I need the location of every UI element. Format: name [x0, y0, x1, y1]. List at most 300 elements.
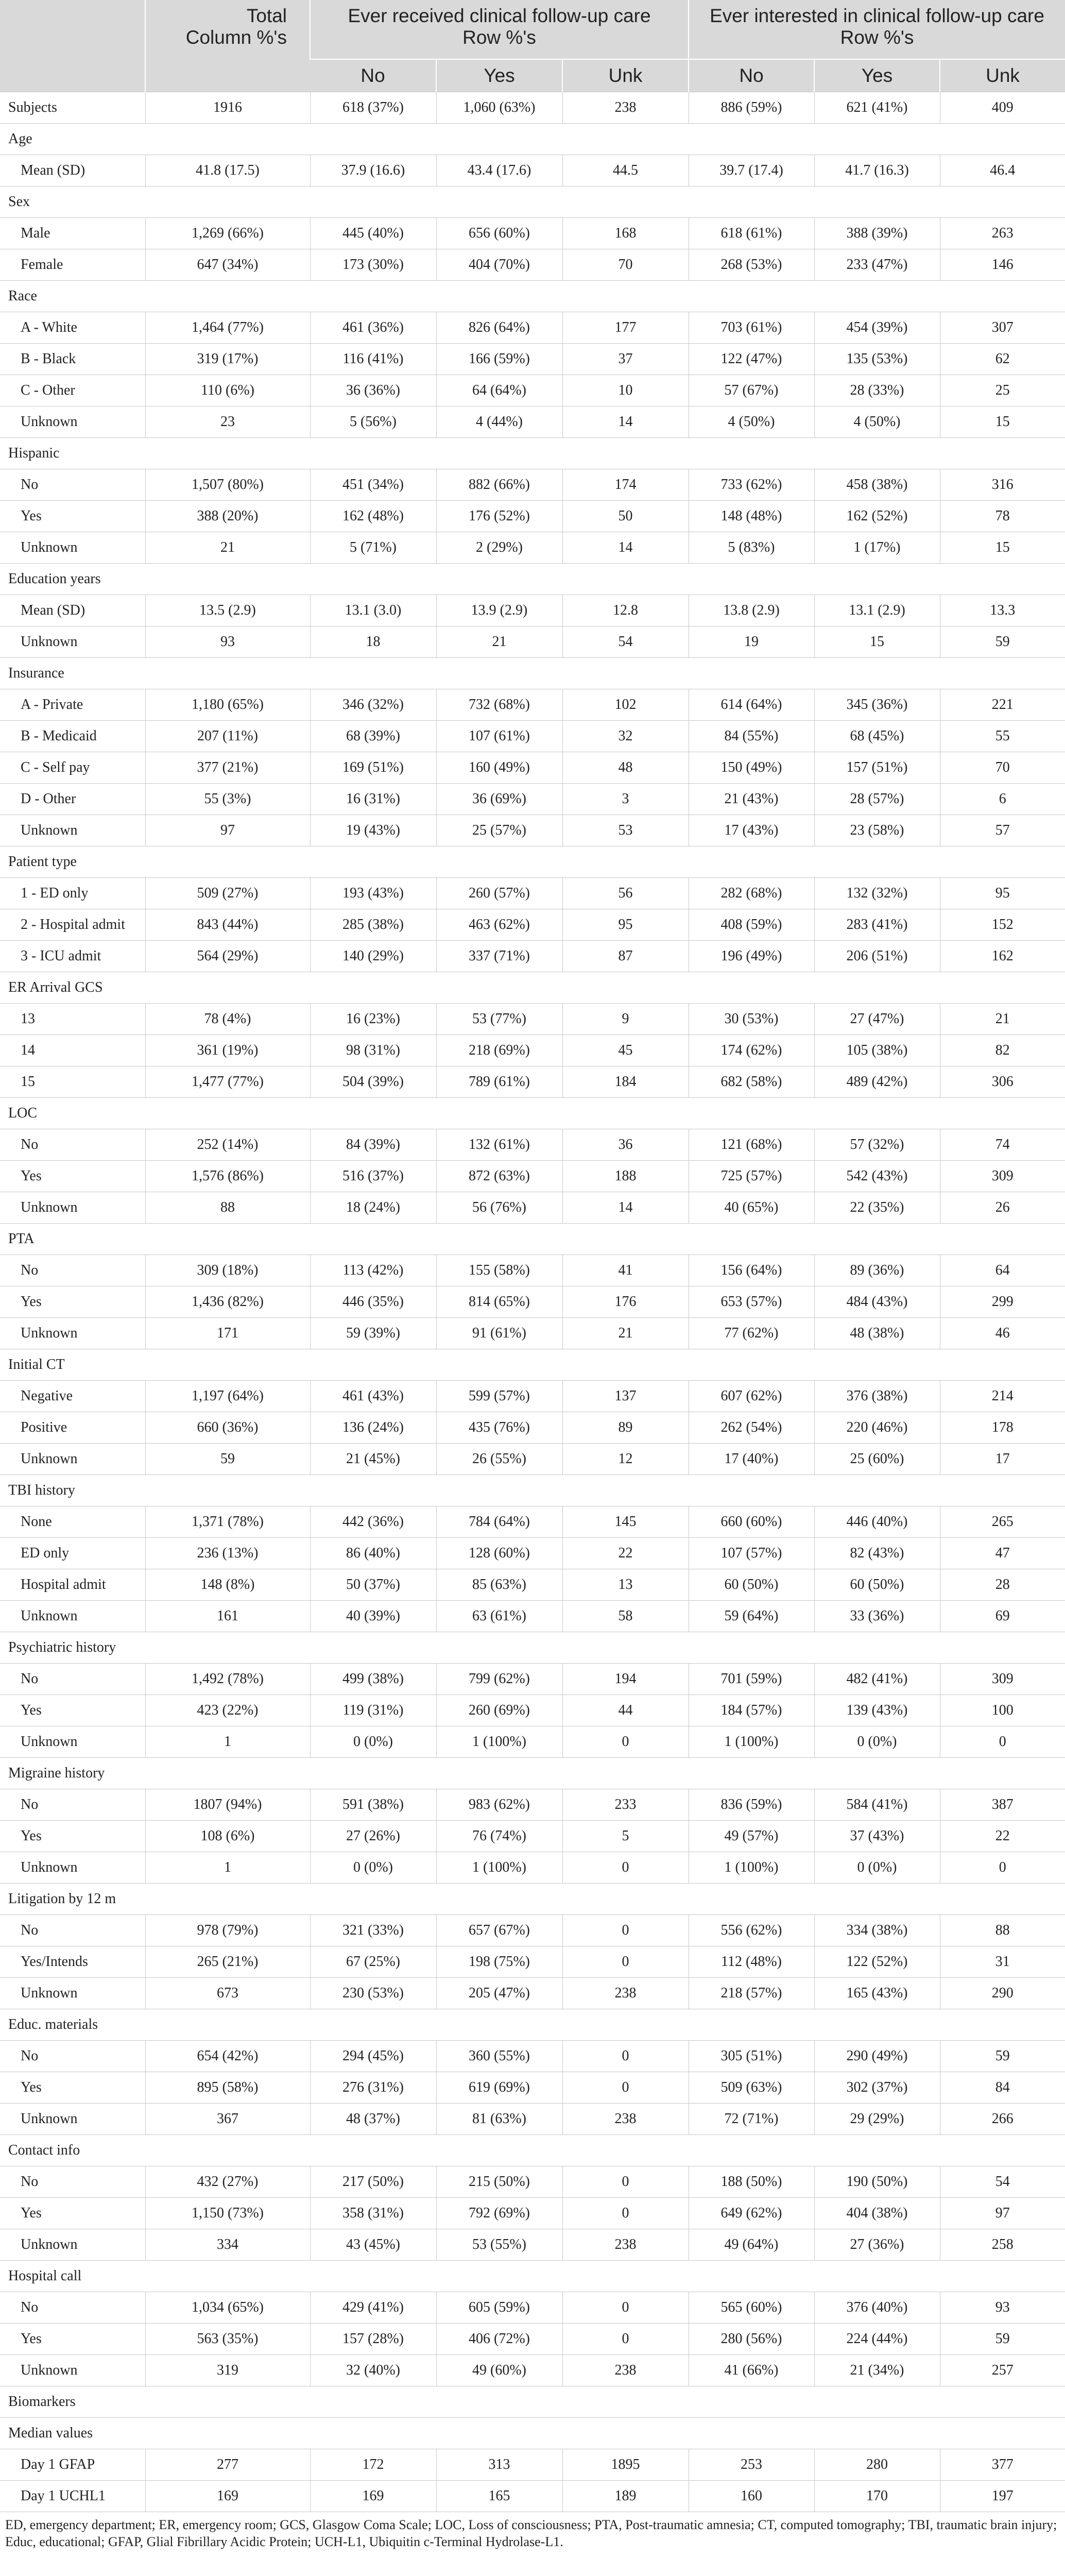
section-label: TBI history — [0, 1475, 1065, 1506]
table-cell: 152 — [940, 909, 1065, 941]
table-cell: 40 (39%) — [310, 1601, 436, 1632]
table-cell: 41 — [562, 1255, 689, 1286]
table-cell: 276 (31%) — [310, 2072, 436, 2104]
table-cell: 5 (71%) — [310, 532, 436, 564]
table-cell: 886 (59%) — [689, 92, 814, 124]
table-cell: 621 (41%) — [814, 92, 940, 124]
table-cell: 188 — [562, 1161, 689, 1192]
table-cell: 74 — [940, 1129, 1065, 1161]
header-received-yes: Yes — [436, 59, 562, 92]
header-total — [145, 0, 310, 92]
table-cell: 814 (65%) — [436, 1286, 562, 1318]
table-row — [0, 909, 1065, 941]
table-cell: 23 (58%) — [814, 815, 940, 846]
section-label: Sex — [0, 187, 1065, 218]
table-cell: 166 (59%) — [436, 344, 562, 375]
section-label: Educ. materials — [0, 2009, 1065, 2041]
table-row — [0, 469, 1065, 501]
table-cell: 29 (29%) — [814, 2104, 940, 2135]
table-cell: 1 — [145, 1852, 310, 1884]
table-cell: 56 — [562, 878, 689, 909]
row-label: Unknown — [0, 815, 145, 846]
table-cell: 307 — [940, 312, 1065, 344]
row-label: A - White — [0, 312, 145, 344]
table-cell: 406 (72%) — [436, 2324, 562, 2355]
table-cell: 799 (62%) — [436, 1664, 562, 1695]
table-cell: 238 — [562, 1978, 689, 2009]
table-cell: 265 (21%) — [145, 1946, 310, 1978]
table-cell: 282 (68%) — [689, 878, 814, 909]
table-cell: 37 — [562, 344, 689, 375]
row-label: 15 — [0, 1066, 145, 1098]
table-cell: 432 (27%) — [145, 2166, 310, 2198]
table-row — [0, 1569, 1065, 1601]
table-cell: 19 (43%) — [310, 815, 436, 846]
table-cell: 319 — [145, 2355, 310, 2386]
header-total-label: Total Column %'s — [185, 5, 287, 48]
table-cell: 27 (26%) — [310, 1821, 436, 1852]
table-row — [0, 1852, 1065, 1884]
table-cell: 17 (40%) — [689, 1444, 814, 1475]
section-label: Hospital call — [0, 2261, 1065, 2292]
table-cell: 556 (62%) — [689, 1915, 814, 1946]
table-row — [0, 2229, 1065, 2261]
table-row — [0, 1664, 1065, 1695]
table-cell: 789 (61%) — [436, 1066, 562, 1098]
table-cell: 140 (29%) — [310, 941, 436, 972]
table-cell: 55 — [940, 721, 1065, 752]
table-cell: 1,060 (63%) — [436, 92, 562, 124]
table-cell: 1,269 (66%) — [145, 218, 310, 249]
table-cell: 46 — [940, 1318, 1065, 1349]
table-cell: 98 (31%) — [310, 1035, 436, 1066]
row-label: Unknown — [0, 1726, 145, 1758]
header-received-unk: Unk — [562, 59, 689, 92]
table-cell: 404 (70%) — [436, 249, 562, 281]
table-cell: 100 — [940, 1695, 1065, 1726]
table-cell: 156 (64%) — [689, 1255, 814, 1286]
table-cell: 41 (66%) — [689, 2355, 814, 2386]
table-cell: 28 (33%) — [814, 375, 940, 406]
row-label: Mean (SD) — [0, 595, 145, 626]
table-row — [0, 689, 1065, 721]
table-cell: 122 (47%) — [689, 344, 814, 375]
table-cell: 48 (37%) — [310, 2104, 436, 2135]
table-row — [0, 784, 1065, 815]
table-cell: 983 (62%) — [436, 1789, 562, 1821]
row-label: Unknown — [0, 2104, 145, 2135]
table-row — [0, 406, 1065, 438]
table-cell: 13.1 (3.0) — [310, 595, 436, 626]
table-cell: 55 (3%) — [145, 784, 310, 815]
header-ever-received-label: Ever received clinical follow-up care Row %'s — [348, 5, 651, 48]
table-cell: 28 — [940, 1569, 1065, 1601]
row-label: Unknown — [0, 532, 145, 564]
table-cell: 461 (43%) — [310, 1381, 436, 1412]
table-cell: 451 (34%) — [310, 469, 436, 501]
table-cell: 214 — [940, 1381, 1065, 1412]
section-label: LOC — [0, 1098, 1065, 1129]
table-cell: 1916 — [145, 92, 310, 124]
table-cell: 53 — [562, 815, 689, 846]
table-cell: 238 — [562, 92, 689, 124]
row-label: B - Black — [0, 344, 145, 375]
section-row — [0, 1632, 1065, 1664]
table-row — [0, 1821, 1065, 1852]
table-cell: 224 (44%) — [814, 2324, 940, 2355]
section-row — [0, 1224, 1065, 1255]
table-cell: 660 (60%) — [689, 1506, 814, 1538]
row-label: No — [0, 1255, 145, 1286]
table-cell: 53 (77%) — [436, 1004, 562, 1035]
header-ever-received — [310, 0, 689, 59]
table-cell: 146 — [940, 249, 1065, 281]
table-cell: 45 — [562, 1035, 689, 1066]
table-cell: 233 — [562, 1789, 689, 1821]
table-footnote: ED, emergency department; ER, emergency room; GCS, Glasgow Coma Scale; LOC, Loss of consciousness; PTA, Post-traumatic amnesia; CT, computed tomography; TBI, traumatic brain injury; Educ, educational; GFAP, Glial Fibrillary Acidic Protein; UCH-L1, Ubiquitin c-Terminal Hydrolase-L1. — [5, 2517, 1057, 2549]
table-cell: 22 — [562, 1538, 689, 1569]
table-cell: 656 (60%) — [436, 218, 562, 249]
table-cell: 189 — [562, 2481, 689, 2512]
table-cell: 0 (0%) — [310, 1852, 436, 1884]
table-cell: 0 (0%) — [310, 1726, 436, 1758]
table-cell: 299 — [940, 1286, 1065, 1318]
table-cell: 978 (79%) — [145, 1915, 310, 1946]
table-cell: 113 (42%) — [310, 1255, 436, 1286]
row-label: None — [0, 1506, 145, 1538]
table-cell: 44.5 — [562, 155, 689, 187]
table-cell: 110 (6%) — [145, 375, 310, 406]
table-cell: 119 (31%) — [310, 1695, 436, 1726]
table-cell: 184 (57%) — [689, 1695, 814, 1726]
table-cell: 1 (17%) — [814, 532, 940, 564]
table-cell: 50 (37%) — [310, 1569, 436, 1601]
table-cell: 84 — [940, 2072, 1065, 2104]
table-cell: 59 — [145, 1444, 310, 1475]
table-cell: 21 (45%) — [310, 1444, 436, 1475]
table-row — [0, 375, 1065, 406]
table-row — [0, 815, 1065, 846]
table-cell: 454 (39%) — [814, 312, 940, 344]
row-label: No — [0, 469, 145, 501]
table-cell: 196 (49%) — [689, 941, 814, 972]
row-label: Yes — [0, 1161, 145, 1192]
table-cell: 836 (59%) — [689, 1789, 814, 1821]
table-row — [0, 2449, 1065, 2481]
table-cell: 160 — [689, 2481, 814, 2512]
table-cell: 13.8 (2.9) — [689, 595, 814, 626]
table-cell: 64 (64%) — [436, 375, 562, 406]
table-cell: 37 (43%) — [814, 1821, 940, 1852]
table-cell: 316 — [940, 469, 1065, 501]
table-cell: 388 (39%) — [814, 218, 940, 249]
table-cell: 334 — [145, 2229, 310, 2261]
table-cell: 584 (41%) — [814, 1789, 940, 1821]
table-row — [0, 532, 1065, 564]
table-cell: 13.5 (2.9) — [145, 595, 310, 626]
table-cell: 1,477 (77%) — [145, 1066, 310, 1098]
table-cell: 482 (41%) — [814, 1664, 940, 1695]
table-cell: 309 — [940, 1664, 1065, 1695]
table-cell: 253 — [689, 2449, 814, 2481]
table-cell: 97 — [940, 2198, 1065, 2229]
row-label: No — [0, 1129, 145, 1161]
table-cell: 0 — [562, 1726, 689, 1758]
section-row — [0, 1758, 1065, 1789]
table-cell: 657 (67%) — [436, 1915, 562, 1946]
table-cell: 177 — [562, 312, 689, 344]
row-label: No — [0, 2166, 145, 2198]
table-cell: 4 (50%) — [689, 406, 814, 438]
section-label: Median values — [0, 2418, 1065, 2449]
section-label: Hispanic — [0, 438, 1065, 469]
table-cell: 872 (63%) — [436, 1161, 562, 1192]
section-row — [0, 2418, 1065, 2449]
table-cell: 30 (53%) — [689, 1004, 814, 1035]
table-cell: 321 (33%) — [310, 1915, 436, 1946]
table-cell: 21 (34%) — [814, 2355, 940, 2386]
table-cell: 1 — [145, 1726, 310, 1758]
table-cell: 682 (58%) — [689, 1066, 814, 1098]
table-cell: 619 (69%) — [436, 2072, 562, 2104]
row-label: A - Private — [0, 689, 145, 721]
table-cell: 13 — [562, 1569, 689, 1601]
table-cell: 262 (54%) — [689, 1412, 814, 1444]
table-cell: 13.3 — [940, 595, 1065, 626]
table-cell: 168 — [562, 218, 689, 249]
table-cell: 21 — [940, 1004, 1065, 1035]
table-cell: 0 — [940, 1726, 1065, 1758]
table-cell: 1 (100%) — [689, 1726, 814, 1758]
table-cell: 43 (45%) — [310, 2229, 436, 2261]
table-row — [0, 1601, 1065, 1632]
table-row — [0, 1915, 1065, 1946]
table-cell: 198 (75%) — [436, 1946, 562, 1978]
table-cell: 59 — [940, 2041, 1065, 2072]
table-cell: 15 — [940, 532, 1065, 564]
table-cell: 69 — [940, 1601, 1065, 1632]
row-label: No — [0, 1789, 145, 1821]
table-cell: 0 — [562, 1852, 689, 1884]
table-cell: 197 — [940, 2481, 1065, 2512]
table-cell: 54 — [940, 2166, 1065, 2198]
table-cell: 504 (39%) — [310, 1066, 436, 1098]
table-cell: 0 — [562, 1946, 689, 1978]
table-cell: 41.7 (16.3) — [814, 155, 940, 187]
table-cell: 44 — [562, 1695, 689, 1726]
table-cell: 108 (6%) — [145, 1821, 310, 1852]
table-cell: 27 (47%) — [814, 1004, 940, 1035]
table-cell: 176 (52%) — [436, 501, 562, 532]
table-cell: 4 (50%) — [814, 406, 940, 438]
table-cell: 67 (25%) — [310, 1946, 436, 1978]
table-cell: 15 — [814, 626, 940, 658]
table-cell: 173 (30%) — [310, 249, 436, 281]
table-cell: 57 (32%) — [814, 1129, 940, 1161]
table-cell: 1,180 (65%) — [145, 689, 310, 721]
table-row — [0, 1161, 1065, 1192]
table-cell: 176 — [562, 1286, 689, 1318]
table-cell: 660 (36%) — [145, 1412, 310, 1444]
table-cell: 290 — [940, 1978, 1065, 2009]
table-cell: 653 (57%) — [689, 1286, 814, 1318]
row-label: Negative — [0, 1381, 145, 1412]
table-cell: 41.8 (17.5) — [145, 155, 310, 187]
table-cell: 36 (36%) — [310, 375, 436, 406]
row-label: Day 1 UCHL1 — [0, 2481, 145, 2512]
table-cell: 0 — [562, 2041, 689, 2072]
section-label: Litigation by 12 m — [0, 1884, 1065, 1915]
table-cell: 252 (14%) — [145, 1129, 310, 1161]
table-cell: 290 (49%) — [814, 2041, 940, 2072]
table-cell: 423 (22%) — [145, 1695, 310, 1726]
table-cell: 614 (64%) — [689, 689, 814, 721]
table-cell: 367 — [145, 2104, 310, 2135]
table-cell: 0 — [562, 2292, 689, 2324]
row-label: Unknown — [0, 1318, 145, 1349]
table-cell: 1 (100%) — [436, 1726, 562, 1758]
table-cell: 654 (42%) — [145, 2041, 310, 2072]
section-row — [0, 972, 1065, 1004]
table-cell: 169 (51%) — [310, 752, 436, 784]
table-row — [0, 1318, 1065, 1349]
table-row — [0, 1255, 1065, 1286]
table-cell: 40 (65%) — [689, 1192, 814, 1224]
table-cell: 25 (57%) — [436, 815, 562, 846]
table-cell: 283 (41%) — [814, 909, 940, 941]
section-label: Education years — [0, 564, 1065, 595]
table-cell: 58 — [562, 1601, 689, 1632]
table-cell: 36 (69%) — [436, 784, 562, 815]
table-cell: 542 (43%) — [814, 1161, 940, 1192]
table-cell: 0 — [562, 2324, 689, 2355]
table-cell: 22 (35%) — [814, 1192, 940, 1224]
table-cell: 3 — [562, 784, 689, 815]
table-row — [0, 1129, 1065, 1161]
table-row — [0, 941, 1065, 972]
table-cell: 205 (47%) — [436, 1978, 562, 2009]
table-cell: 88 — [145, 1192, 310, 1224]
row-label: Positive — [0, 1412, 145, 1444]
table-cell: 207 (11%) — [145, 721, 310, 752]
table-cell: 161 — [145, 1601, 310, 1632]
table-cell: 17 (43%) — [689, 815, 814, 846]
table-row — [0, 2292, 1065, 2324]
table-cell: 258 — [940, 2229, 1065, 2261]
table-cell: 72 (71%) — [689, 2104, 814, 2135]
table-cell: 155 (58%) — [436, 1255, 562, 1286]
table-cell: 53 (55%) — [436, 2229, 562, 2261]
table-row — [0, 1035, 1065, 1066]
table-row — [0, 721, 1065, 752]
table-cell: 18 — [310, 626, 436, 658]
row-label: 13 — [0, 1004, 145, 1035]
table-cell: 16 (23%) — [310, 1004, 436, 1035]
table-cell: 135 (53%) — [814, 344, 940, 375]
table-cell: 6 — [940, 784, 1065, 815]
table-cell: 91 (61%) — [436, 1318, 562, 1349]
row-label: Unknown — [0, 1852, 145, 1884]
table-cell: 647 (34%) — [145, 249, 310, 281]
table-cell: 218 (57%) — [689, 1978, 814, 2009]
table-cell: 70 — [940, 752, 1065, 784]
table-cell: 47 — [940, 1538, 1065, 1569]
row-label: Unknown — [0, 626, 145, 658]
table-cell: 148 (8%) — [145, 1569, 310, 1601]
table-row — [0, 92, 1065, 124]
table-cell: 49 (60%) — [436, 2355, 562, 2386]
table-cell: 145 — [562, 1506, 689, 1538]
table-cell: 162 (48%) — [310, 501, 436, 532]
table-cell: 388 (20%) — [145, 501, 310, 532]
table-cell: 19 — [689, 626, 814, 658]
row-label: No — [0, 2292, 145, 2324]
table-row — [0, 2104, 1065, 2135]
table-cell: 260 (69%) — [436, 1695, 562, 1726]
table-cell: 136 (24%) — [310, 1412, 436, 1444]
table-cell: 435 (76%) — [436, 1412, 562, 1444]
table-cell: 5 — [562, 1821, 689, 1852]
table-cell: 188 (50%) — [689, 2166, 814, 2198]
section-label: Biomarkers — [0, 2386, 1065, 2418]
table-cell: 102 — [562, 689, 689, 721]
table-cell: 895 (58%) — [145, 2072, 310, 2104]
section-label: Contact info — [0, 2135, 1065, 2166]
table-cell: 13.1 (2.9) — [814, 595, 940, 626]
table-cell: 87 — [562, 941, 689, 972]
table-row — [0, 1004, 1065, 1035]
table-row — [0, 344, 1065, 375]
table-cell: 238 — [562, 2104, 689, 2135]
table-cell: 39.7 (17.4) — [689, 155, 814, 187]
table-cell: 346 (32%) — [310, 689, 436, 721]
row-label: Unknown — [0, 1978, 145, 2009]
row-label: B - Medicaid — [0, 721, 145, 752]
table-cell: 26 (55%) — [436, 1444, 562, 1475]
table-cell: 28 (57%) — [814, 784, 940, 815]
table-cell: 446 (40%) — [814, 1506, 940, 1538]
table-cell: 23 — [145, 406, 310, 438]
table-cell: 170 — [814, 2481, 940, 2512]
table-cell: 32 — [562, 721, 689, 752]
table-cell: 882 (66%) — [436, 469, 562, 501]
table-cell: 733 (62%) — [689, 469, 814, 501]
table-cell: 49 (57%) — [689, 1821, 814, 1852]
table-cell: 732 (68%) — [436, 689, 562, 721]
table-cell: 89 — [562, 1412, 689, 1444]
table-cell: 171 — [145, 1318, 310, 1349]
table-cell: 84 (55%) — [689, 721, 814, 752]
table-cell: 190 (50%) — [814, 2166, 940, 2198]
table-row — [0, 878, 1065, 909]
table-cell: 32 (40%) — [310, 2355, 436, 2386]
table-cell: 260 (57%) — [436, 878, 562, 909]
table-cell: 78 — [940, 501, 1065, 532]
table-cell: 132 (61%) — [436, 1129, 562, 1161]
table-cell: 1,197 (64%) — [145, 1381, 310, 1412]
table-cell: 148 (48%) — [689, 501, 814, 532]
table-cell: 306 — [940, 1066, 1065, 1098]
table-cell: 360 (55%) — [436, 2041, 562, 2072]
table-cell: 157 (28%) — [310, 2324, 436, 2355]
row-label: Yes — [0, 2324, 145, 2355]
section-row — [0, 1884, 1065, 1915]
section-row — [0, 124, 1065, 155]
table-cell: 77 (62%) — [689, 1318, 814, 1349]
table-cell: 165 (43%) — [814, 1978, 940, 2009]
table-cell: 0 — [940, 1852, 1065, 1884]
row-label: Yes — [0, 1821, 145, 1852]
